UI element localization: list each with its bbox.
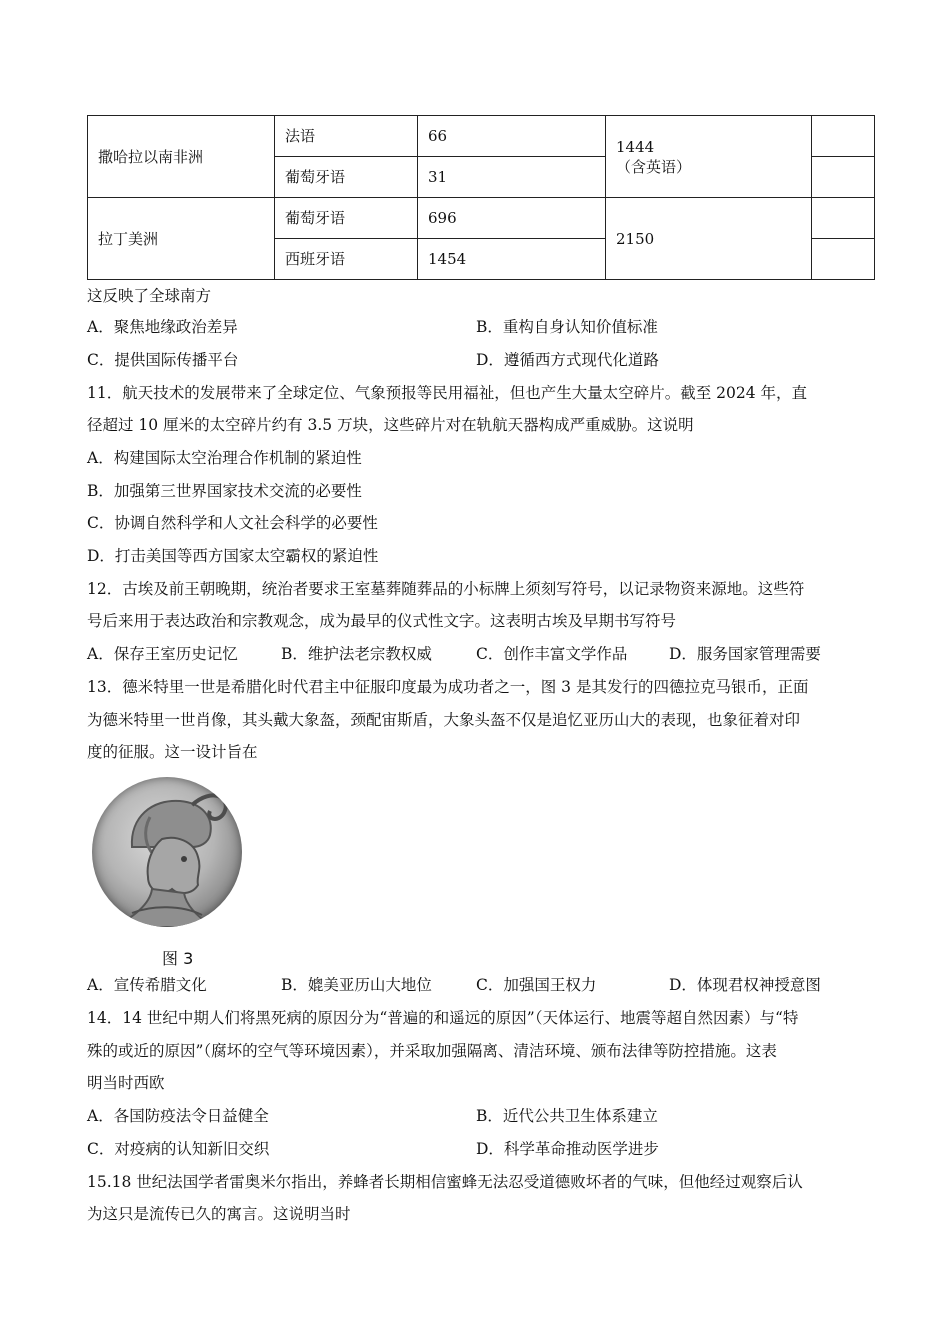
value-cell: 66 [418, 116, 606, 157]
q14-stem-line1: 14．14 世纪中期人们将黑死病的原因分为“普遍的和遥远的原因”（天体运行、地震等超自然因素）与“特 [87, 1009, 799, 1027]
q11-stem-line1: 11．航天技术的发展带来了全球定位、气象预报等民用福祉，但也产生大量太空碎片。截至 2024 年，直 [87, 384, 808, 402]
empty-cell [812, 116, 875, 157]
table-row [88, 116, 875, 157]
q11-option-a: A．构建国际太空治理合作机制的紧迫性 [87, 449, 362, 467]
total-value: 2150 [616, 229, 655, 248]
q14-option-a: A．各国防疫法令日益健全 [87, 1107, 269, 1125]
q13-stem-line2: 为德米特里一世肖像，其头戴大象盔，颈配宙斯盾，大象头盔不仅是追忆亚历山大的表现，也象征着对印 [87, 711, 801, 729]
table-row [88, 198, 875, 239]
language-cell: 葡萄牙语 [275, 157, 418, 198]
q13-option-d: D．体现君权神授意图 [669, 976, 821, 994]
value-cell: 31 [418, 157, 606, 198]
figure-caption: 图 3 [162, 949, 194, 968]
q13-stem-line1: 13．德米特里一世是希腊化时代君主中征服印度最为成功者之一，图 3 是其发行的四德拉克马银币，正面 [87, 678, 809, 696]
q14-option-b: B．近代公共卫生体系建立 [476, 1107, 658, 1125]
region-cell: 拉丁美洲 [88, 198, 275, 280]
q14-option-d: D．科学革命推动医学进步 [476, 1140, 659, 1158]
silver-coin-image [92, 777, 242, 927]
empty-cell [812, 198, 875, 239]
q12-stem-line1: 12．古埃及前王朝晚期，统治者要求王室墓葬随葬品的小标牌上须刻写符号，以记录物资来源地。这些符 [87, 580, 805, 598]
q10-option-a: A．聚焦地缘政治差异 [87, 318, 238, 336]
q14-stem-line2: 殊的或近的原因”（腐坏的空气等环境因素），并采取加强隔离、清洁环境、颁布法律等防控措施。这表 [87, 1042, 777, 1060]
region-cell: 撒哈拉以南非洲 [88, 116, 275, 198]
q14-option-c: C．对疫病的认知新旧交织 [87, 1140, 270, 1158]
empty-cell [812, 157, 875, 198]
total-cell [606, 198, 812, 280]
q10-option-b: B．重构自身认知价值标准 [476, 318, 658, 336]
q15-stem-line1: 15.18 世纪法国学者雷奥米尔指出，养蜂者长期相信蜜蜂无法忍受道德败坏者的气味，但他经过观察后认 [87, 1173, 803, 1191]
q10-option-c: C．提供国际传播平台 [87, 351, 239, 369]
empty-cell [812, 239, 875, 280]
q12-option-d: D．服务国家管理需要 [669, 645, 821, 663]
value-cell: 696 [418, 198, 606, 239]
q10-stem: 这反映了全球南方 [87, 287, 212, 305]
total-cell [606, 116, 812, 198]
q13-option-c: C．加强国王权力 [476, 976, 597, 994]
q11-option-d: D．打击美国等西方国家太空霸权的紧迫性 [87, 547, 379, 565]
q13-option-b: B．媲美亚历山大地位 [281, 976, 432, 994]
q13-option-a: A．宣传希腊文化 [87, 976, 207, 994]
language-cell: 西班牙语 [275, 239, 418, 280]
q15-stem-line2: 为这只是流传已久的寓言。这说明当时 [87, 1205, 351, 1223]
value-cell: 1454 [418, 239, 606, 280]
coin-portrait-icon [92, 777, 242, 927]
q10-option-d: D．遵循西方式现代化道路 [476, 351, 659, 369]
q12-option-c: C．创作丰富文学作品 [476, 645, 628, 663]
q12-option-b: B．维护法老宗教权威 [281, 645, 432, 663]
language-cell: 法语 [275, 116, 418, 157]
q12-stem-line2: 号后来用于表达政治和宗教观念，成为最早的仪式性文字。这表明古埃及早期书写符号 [87, 612, 677, 630]
total-value: 1444 [616, 137, 655, 156]
language-data-table [87, 115, 875, 280]
q14-stem-line3: 明当时西欧 [87, 1074, 165, 1092]
q12-option-a: A．保存王室历史记忆 [87, 645, 238, 663]
q11-stem-line2: 径超过 10 厘米的太空碎片约有 3.5 万块，这些碎片对在轨航天器构成严重威胁。这说明 [87, 416, 694, 434]
language-cell: 葡萄牙语 [275, 198, 418, 239]
q11-option-c: C．协调自然科学和人文社会科学的必要性 [87, 514, 378, 532]
q13-stem-line3: 度的征服。这一设计旨在 [87, 743, 258, 761]
total-note: （含英语） [616, 157, 692, 176]
q11-option-b: B．加强第三世界国家技术交流的必要性 [87, 482, 362, 500]
